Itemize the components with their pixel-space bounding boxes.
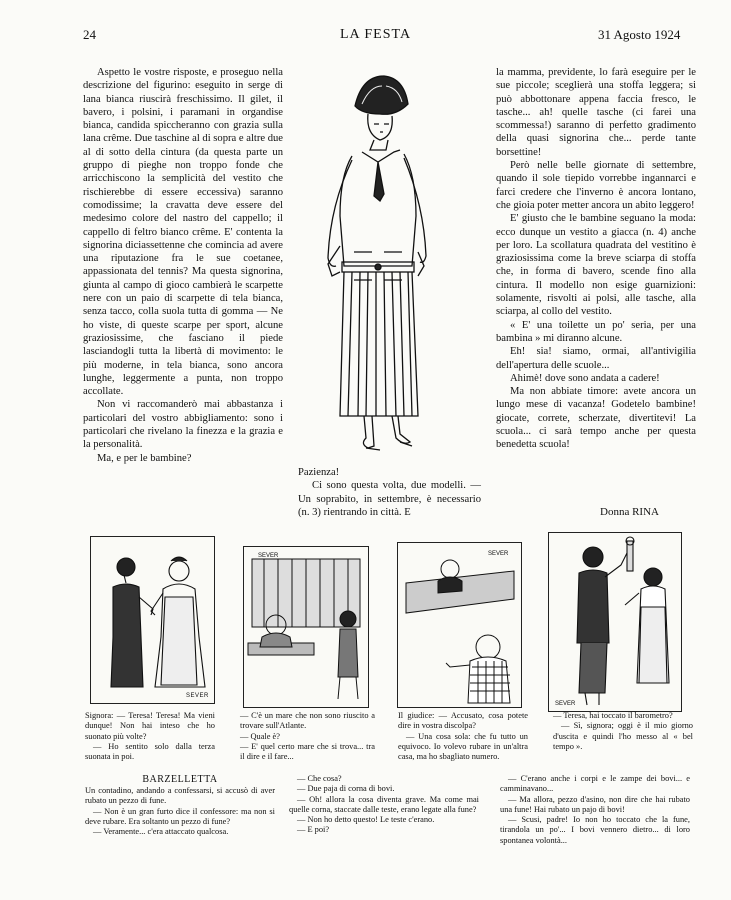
cartoon-4 <box>548 532 682 712</box>
caption-line: — Quale è? <box>240 731 280 741</box>
caption-line: — E' quel certo mare che si trova... tra il dire e il fare... <box>240 741 375 762</box>
article-column-2 <box>298 466 481 519</box>
author-signature: Donna RINA <box>600 506 659 518</box>
article-paragraph: Però nelle belle giornate di settembre, quando il sole tiepido vorrebbe ingannarci e farci credere che l'inverno è ancora lontano, che gioia poter metter ancora un abito leggero! <box>496 160 696 211</box>
article-paragraph: Aspetto le vostre risposte, e proseguo nella descrizione del figurino: eseguito in serge di lana bianca riuscirà freschissimo. Il gilet, il bavero, i polsini, i paramani in organdise bianca, candida spiccheranno con grazia sulla lana crême. Due taschine al di sopra e altre due al di sotto della cintura (da questa parte un gruppo di pieghe non troppo fonde che arricchiscono la semplicità del vestito che rischierebbe di essere eccessiva) saranno comodissime; la cravatta deve essere del medesimo colore del nastro del cappello; il cappello di feltro bianco crême. E' contenta la signorina diciassettenne che comincia ad avere una riputazione fra le sue coetanee, appassionata del tennis? Ma questa signorina, giunta al campo di gioco cambierà le scarpette nere con un paio di scarpette di tela bianca, senza tacco, colla suola tutta di gomma — Ne ho viste, di queste scarpe per sport, alcune graziosissime, che fasciano il piede lasciandogli tutta la libertà di movimento: le più moderne, in tela bianca, sono ancora lunghe, leggermente a punta, non troppo accollate. <box>83 67 284 398</box>
caption-line: — Una cosa sola: che fu tutto un equivoco. Io volevo rubare in un'altra casa, ma ho sbagliato numero. <box>398 731 528 762</box>
joke-line: — Non è un gran furto dice il confessore: ma non si deve rubare. Era soltanto un pezzo di fune? <box>85 806 275 826</box>
fashion-illustration <box>300 66 480 461</box>
issue-date: 31 Agosto 1924 <box>598 27 681 42</box>
joke-line: — C'erano anche i corpi e le zampe dei bovi... e camminavano... <box>500 774 690 794</box>
article-paragraph: Ci sono questa volta, due modelli. — Un soprabito, in settembre, è necessario (n. 3) rientrando in città. E <box>298 480 481 518</box>
article-paragraph: Non vi raccomanderò mai abbastanza i particolari del vostro abbigliamento: sono i particolari che rivelano la finezza e la grazia e la personalità. <box>83 399 283 451</box>
article-column-1 <box>83 66 283 465</box>
article-paragraph: Ma non abbiate timore: avete ancora un lungo mese di vacanza! Godetelo bambine! giocate, correte, scherzate, divertitevi! La scuola... ci sarà tempo anche per questa benedetta scuola! <box>496 386 696 451</box>
barzelletta-title: BARZELLETTA <box>142 774 218 785</box>
article-paragraph: « E' una toilette un po' seria, per una bambina » mi diranno alcune. <box>496 319 696 344</box>
barzelletta-column-3 <box>500 774 690 846</box>
article-paragraph: Ahimè! dove sono andata a cadere! <box>510 372 660 384</box>
article-paragraph: Pazienza! <box>298 467 340 478</box>
joke-line: — Due paja di corna di bovi. <box>297 784 395 794</box>
joke-line: — Scusi, padre! Io non ho toccato che la fune, tirandola un po'... I bovi vennero dietro... di loro spontanea volontà... <box>500 815 690 845</box>
caption-line: — Teresa, hai toccato il barometro? <box>553 711 673 720</box>
joke-line: Un contadino, andando a confessarsi, si accusò di aver rubato un pezzo di fune. <box>85 786 275 806</box>
caption-line: Il giudice: — Accusato, cosa potete dire in vostra discolpa? <box>398 711 528 731</box>
article-paragraph: E' giusto che le bambine seguano la moda: ecco dunque un vestito a giacca (n. 4) anche per loro. La scollatura quadrata del vestitino è graziosissima come la breve sciarpa di stoffa che, in forma di bavero, scende fino alla cintura. Il modello non esige guarnizioni: solamente, risvolti ai polsi, alle tasche, alla sciarpa, al collo del vestito. <box>496 213 696 318</box>
barzelletta-column-2 <box>289 774 479 836</box>
cartoon-caption-2 <box>240 711 375 762</box>
cartoon-1 <box>90 536 215 704</box>
page-number: 24 <box>83 27 96 42</box>
artist-signature: SEVER <box>258 553 279 559</box>
cartoon-3 <box>397 542 522 708</box>
cartoon-caption-3 <box>398 711 528 762</box>
artist-signature: SEVER <box>186 693 209 699</box>
caption-line: — Sì, signora; oggi è il mio giorno d'uscita e quindi l'ho messo al « bel tempo ». <box>553 721 693 751</box>
artist-signature: SEVER <box>488 551 509 557</box>
cartoon-2 <box>243 546 369 708</box>
joke-line: — Veramente... c'era attaccato qualcosa. <box>93 827 229 837</box>
cartoon-caption-1 <box>85 711 215 762</box>
joke-line: — Non ho detto questo! Le teste c'erano. <box>297 815 435 825</box>
article-column-3 <box>496 66 696 452</box>
caption-line: Signora: — Teresa! Teresa! Ma vieni dunque! Non hai inteso che ho suonato più volte? <box>85 711 215 741</box>
caption-line: — Ho sentito solo dalla terza suonata in poi. <box>85 741 215 762</box>
caption-line: — C'è un mare che non sono riuscito a trovare sull'Atlante. <box>240 711 375 731</box>
joke-line: — Che cosa? <box>297 774 342 783</box>
article-paragraph: Eh! sia! siamo, ormai, all'antivigilia dell'apertura delle scuole... <box>496 346 696 371</box>
magazine-title: LA FESTA <box>340 27 412 42</box>
joke-line: — Ma allora, pezzo d'asino, non dire che hai rubato una fune! Hai rubato un pajo di bovi! <box>500 794 690 814</box>
barzelletta-column-1 <box>85 786 275 837</box>
cartoon-caption-4 <box>553 711 693 752</box>
article-paragraph: Ma, e per le bambine? <box>97 452 192 464</box>
article-paragraph: la mamma, previdente, lo farà eseguire per le sue piccole; sceglierà una stoffa leggera; si può abbottonare appena faccia fresco, le tasche... ah! quelle tasche (ci farei una scommessa!) saranno di perfetto gradimento della quasi signorina che... perde tante borsettine! <box>496 67 696 158</box>
joke-line: — E poi? <box>297 825 330 835</box>
artist-signature: SEVER <box>555 701 576 707</box>
joke-line: — Oh! allora la cosa diventa grave. Ma come mai quelle corna, staccate dalle teste, erano legate alla fune? <box>289 794 479 814</box>
